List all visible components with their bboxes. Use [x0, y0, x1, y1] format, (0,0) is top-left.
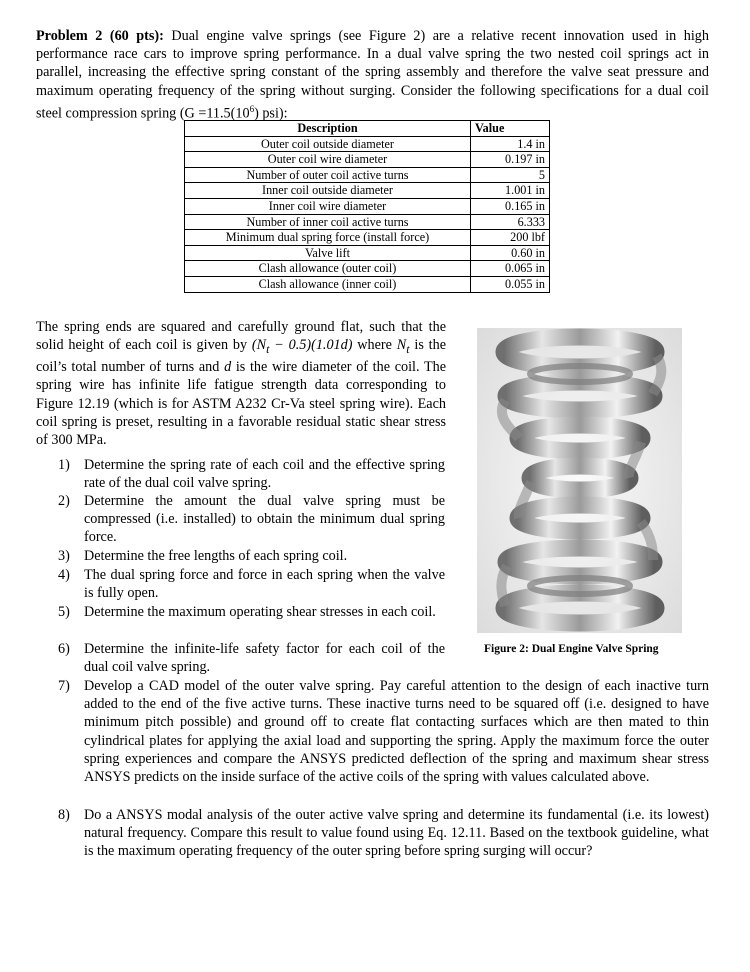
para2-text-3: is the coil’s total number of turns and	[36, 337, 446, 376]
header-description: Description	[185, 121, 471, 137]
table-row	[185, 183, 550, 199]
row-description: Outer coil outside diameter	[185, 136, 471, 152]
valve-spring-figure	[477, 328, 682, 633]
row-value: 200 lbf	[471, 230, 550, 246]
row-value: 1.4 in	[471, 136, 550, 152]
table-row	[185, 152, 550, 168]
row-description: Outer coil wire diameter	[185, 152, 471, 168]
row-description: Valve lift	[185, 245, 471, 261]
row-value: 0.60 in	[471, 245, 550, 261]
question-6: 6) Determine the infinite-life safety factor for each coil of the dual coil valve spring.	[58, 641, 445, 676]
question-8: 8) Do a ANSYS modal analysis of the outer active valve spring and determine its fundamental (i.e. its lowest) natural frequency. Compare this result to value found using Eq. 12.11. Based on the textbook guideline, what is the maximum operating frequency of the outer spring before spring surging will occur?	[58, 807, 709, 860]
para2-text-2: where	[352, 337, 397, 354]
table-row	[185, 136, 550, 152]
figure-caption: Figure 2: Dual Engine Valve Spring	[484, 643, 659, 655]
row-description: Number of inner coil active turns	[185, 214, 471, 230]
row-value: 6.333	[471, 214, 550, 230]
valve-spring-image	[477, 328, 682, 633]
table-row	[185, 276, 550, 292]
row-value: 0.165 in	[471, 198, 550, 214]
question-3: 3) Determine the free lengths of each spring coil.	[58, 548, 348, 564]
intro-exponent: 6	[249, 103, 255, 114]
table-row	[185, 167, 550, 183]
question-4: 4) The dual spring force and force in each spring when the valve is fully open.	[58, 567, 445, 602]
question-2: 2) Determine the amount the dual valve spring must be compressed (i.e. installed) to obtain the minimum dual spring force.	[58, 493, 445, 546]
row-description: Clash allowance (outer coil)	[185, 261, 471, 277]
table-row	[185, 245, 550, 261]
table-row	[185, 198, 550, 214]
table-row	[185, 230, 550, 246]
symbol-n: N	[396, 337, 407, 354]
table-row	[185, 261, 550, 277]
para2-text-4: is the wire diameter of the coil. The spring wire has infinite life fatigue strength data corresponding to Figure 12.19 (which is for ASTM A232 Cr-Va steel spring wire). Each coil spring is preset, resulting in a favorable residual static shear stress of 300 MPa.	[36, 359, 446, 449]
row-value: 0.197 in	[471, 152, 550, 168]
spec-table	[184, 120, 550, 293]
intro-text-a: Dual engine valve springs (see Figure 2) are a relative recent innovation used in high performance race cars to improve spring performance. In a dual valve spring the two nested coil springs act in parallel, increasing the effective spring constant of the spring assembly and therefore the valve seat pressure and maximum operating frequency of the spring without surging. Consider the following specifications for a dual coil steel compression spring (G =11.5(10	[36, 28, 709, 122]
row-value: 0.065 in	[471, 261, 550, 277]
table-row	[185, 214, 550, 230]
spring-ends-paragraph: The spring ends are squared and carefully ground flat, such that the solid height of each coil is given by $(N_t - 0.5)(1.01d)$ where $N_t$ is the coil’s total number of turns and d is the wire diameter of the coil. The spring wire has infinite life fatigue strength data corresponding to Figure 12.19 (which is for ASTM A232 Cr-Va steel spring wire). Each coil spring is preset, resulting in a favorable residual static shear stress of 300 MPa.	[36, 319, 446, 449]
row-description: Inner coil wire diameter	[185, 198, 471, 214]
row-value: 5	[471, 167, 550, 183]
row-description: Number of outer coil active turns	[185, 167, 471, 183]
row-value: 0.055 in	[471, 276, 550, 292]
spec-table-header	[185, 121, 550, 137]
row-description: Minimum dual spring force (install force)	[185, 230, 471, 246]
para2-text-1: The spring ends are squared and carefully ground flat, such that the solid height of each coil is given by	[36, 319, 446, 354]
intro-text-b: ) psi):	[254, 105, 288, 122]
problem-intro	[36, 27, 709, 123]
question-5: 5) Determine the maximum operating shear stresses in each coil.	[58, 604, 436, 620]
problem-label: Problem 2 (60 pts):	[36, 28, 164, 44]
row-description: Clash allowance (inner coil)	[185, 276, 471, 292]
row-description: Inner coil outside diameter	[185, 183, 471, 199]
question-1: 1) Determine the spring rate of each coil and the effective spring rate of the dual coil valve spring.	[58, 457, 445, 492]
symbol-d: d	[224, 359, 232, 376]
header-value: Value	[471, 121, 550, 137]
question-7: 7) Develop a CAD model of the outer valve spring. Pay careful attention to the design of each inactive turn added to the end of the five active turns. These inactive turns need to be squared off (i.e. designed to have minimum pitch possible) and ground off to create flat contacting surfaces which are then mated to thin cylindrical plates for applying the axial load and supporting the spring. Apply the maximum force the outer spring experiences and compare the ANSYS predicted deflection of the spring and maximum shear stress ANSYS predicts on the inside surface of the active coils of the spring with values calculated above.	[58, 678, 709, 786]
row-value: 1.001 in	[471, 183, 550, 199]
solid-height-formula: $(N_t - 0.5)(1.01d)$	[251, 337, 353, 357]
